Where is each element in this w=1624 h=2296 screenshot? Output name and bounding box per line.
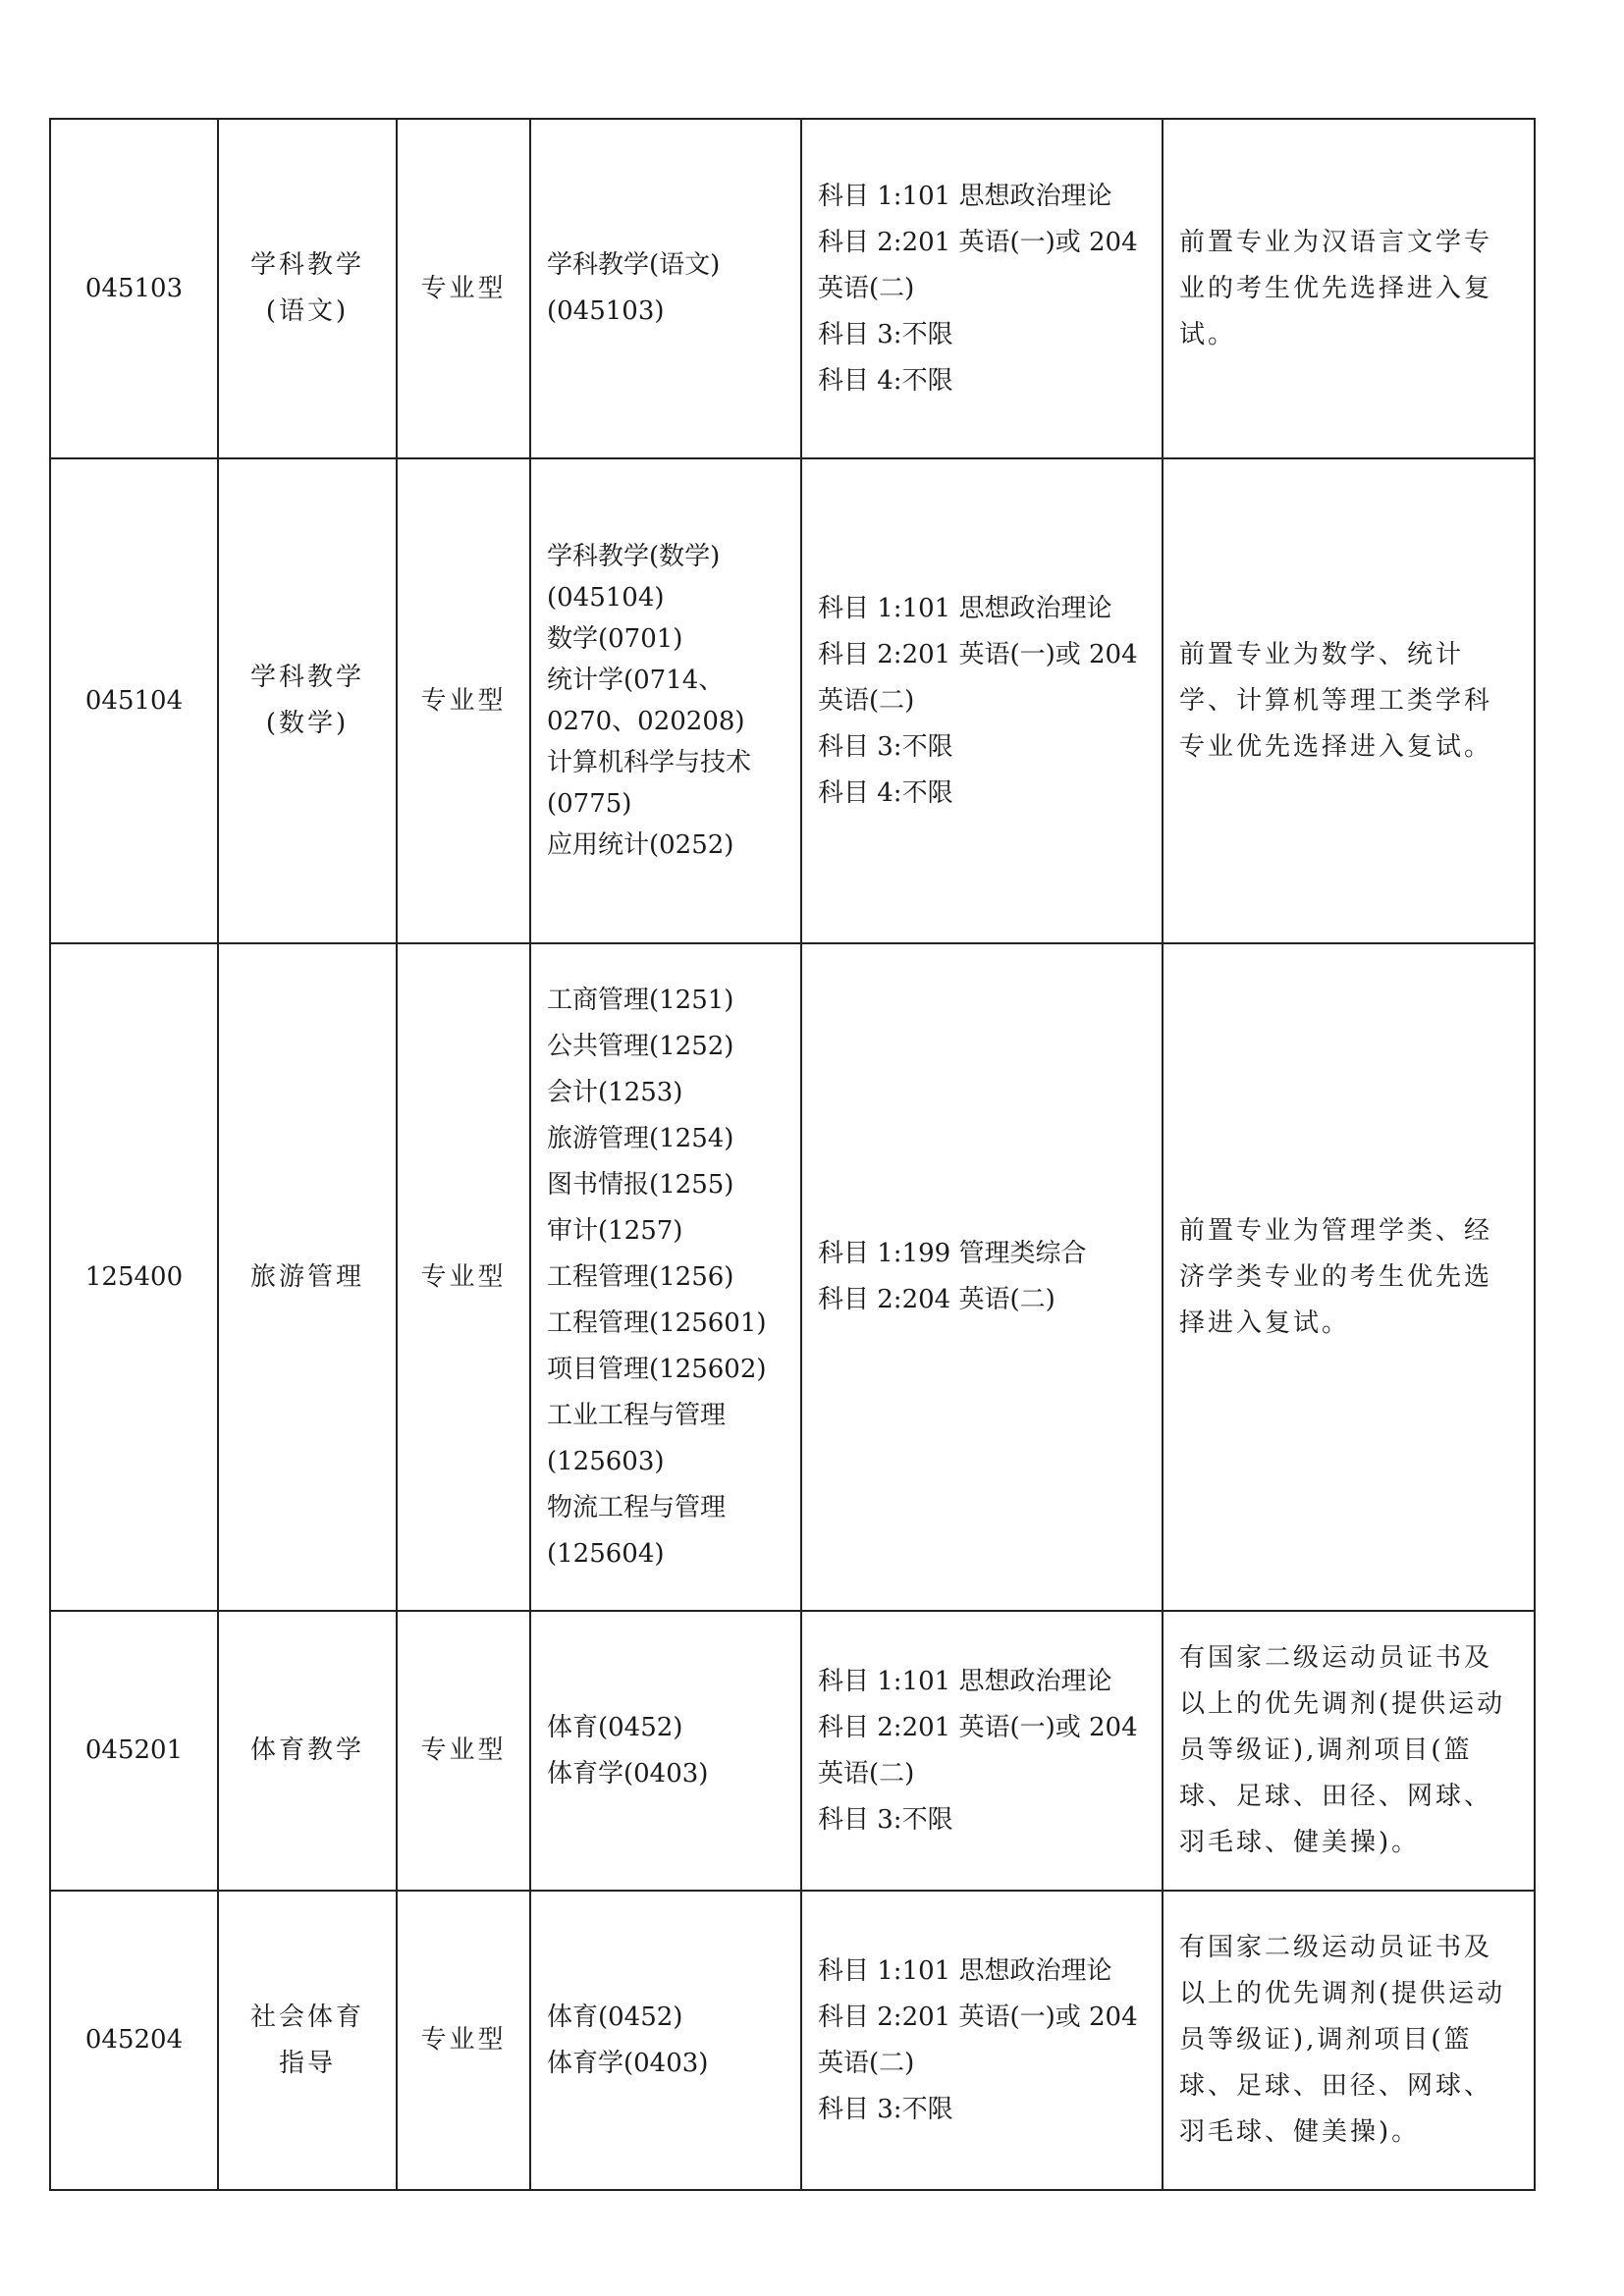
- exam-subjects: [801, 1891, 1163, 2190]
- prior-major: 项目管理(125602): [547, 1354, 767, 1384]
- exam-subject: 科目 2:201 英语(一)或 204: [818, 639, 1138, 669]
- table-row: [50, 119, 1535, 458]
- prior-majors: [530, 119, 801, 458]
- prior-major: 0270、020208): [547, 707, 745, 736]
- exam-subject: 科目 1:101 思想政治理论: [818, 593, 1112, 623]
- exam-subject: 科目 3:不限: [818, 1804, 953, 1835]
- table-row: [50, 943, 1535, 1611]
- exam-subject: 英语(二): [818, 273, 915, 303]
- remark: 前置专业为数学、统计学、计算机等理工类学科专业优先选择进入复试。: [1163, 458, 1535, 943]
- prior-major: 应用统计(0252): [547, 830, 734, 860]
- major-name-line: 指导: [278, 2048, 336, 2078]
- prior-major: 工程管理(1256): [547, 1261, 734, 1292]
- prior-majors: [530, 458, 801, 943]
- table-row: [50, 1611, 1535, 1891]
- remark: 前置专业为管理学类、经济学类专业的考生优先选择进入复试。: [1163, 943, 1535, 1611]
- exam-subject: 科目 1:101 思想政治理论: [818, 1955, 1112, 1986]
- major-name: [218, 1611, 397, 1891]
- major-name: [218, 458, 397, 943]
- prior-major: 学科教学(数学): [547, 542, 721, 571]
- degree-type: 专业型: [397, 943, 530, 1611]
- exam-subject: 英语(二): [818, 685, 915, 716]
- major-name-line: 学科教学: [249, 250, 364, 280]
- exam-subject: 科目 1:101 思想政治理论: [818, 1666, 1112, 1696]
- exam-subject: 科目 3:不限: [818, 319, 953, 349]
- exam-subject: 科目 2:201 英语(一)或 204: [818, 227, 1138, 257]
- exam-subjects: [801, 458, 1163, 943]
- major-name-line: (数学): [265, 709, 350, 738]
- prior-major: 物流工程与管理: [547, 1492, 727, 1522]
- table-row: [50, 1891, 1535, 2190]
- major-name: [218, 1891, 397, 2190]
- degree-type: 专业型: [397, 1891, 530, 2190]
- prior-major: (125604): [547, 1538, 665, 1569]
- prior-major: (0775): [547, 789, 632, 819]
- prior-major: 审计(1257): [547, 1215, 683, 1246]
- admission-table: [49, 118, 1536, 2191]
- prior-major: 公共管理(1252): [547, 1031, 734, 1061]
- remark: 前置专业为汉语言文学专业的考生优先选择进入复试。: [1163, 119, 1535, 458]
- prior-major: (045103): [547, 296, 665, 326]
- major-name: [218, 119, 397, 458]
- prior-majors: [530, 1611, 801, 1891]
- prior-major: 统计学(0714、: [547, 666, 725, 695]
- exam-subject: 科目 2:201 英语(一)或 204: [818, 1712, 1138, 1742]
- prior-major: 会计(1253): [547, 1077, 683, 1107]
- exam-subject: 英语(二): [818, 2048, 915, 2078]
- prior-major: 体育(0452): [547, 1712, 683, 1742]
- exam-subject: 科目 4:不限: [818, 777, 953, 808]
- prior-major: 体育学(0403): [547, 1758, 709, 1789]
- major-code: 045104: [50, 458, 218, 943]
- major-name: [218, 943, 397, 1611]
- major-name-line: 社会体育: [249, 2002, 364, 2032]
- exam-subjects: [801, 943, 1163, 1611]
- exam-subject: 科目 3:不限: [818, 731, 953, 762]
- major-code: 045201: [50, 1611, 218, 1891]
- prior-major: 计算机科学与技术: [547, 748, 752, 777]
- prior-major: 学科教学(语文): [547, 250, 721, 280]
- table-row: [50, 458, 1535, 943]
- prior-major: 旅游管理(1254): [547, 1123, 734, 1153]
- exam-subject: 科目 4:不限: [818, 365, 953, 396]
- major-code: 045103: [50, 119, 218, 458]
- prior-major: 图书情报(1255): [547, 1169, 734, 1200]
- exam-subject: 科目 2:201 英语(一)或 204: [818, 2002, 1138, 2032]
- prior-major: 数学(0701): [547, 624, 683, 654]
- remark: 有国家二级运动员证书及以上的优先调剂(提供运动员等级证),调剂项目(篮球、足球、田径、网球、羽毛球、健美操)。: [1163, 1891, 1535, 2190]
- remark: 有国家二级运动员证书及以上的优先调剂(提供运动员等级证),调剂项目(篮球、足球、田径、网球、羽毛球、健美操)。: [1163, 1611, 1535, 1891]
- prior-major: (125603): [547, 1446, 665, 1476]
- exam-subject: 科目 1:199 管理类综合: [818, 1239, 1087, 1268]
- exam-subject: 科目 2:204 英语(二): [818, 1285, 1056, 1314]
- major-name-line: 旅游管理: [249, 1261, 364, 1292]
- major-code: 125400: [50, 943, 218, 1611]
- major-code: 045204: [50, 1891, 218, 2190]
- major-name-line: 学科教学: [249, 663, 364, 692]
- degree-type: 专业型: [397, 458, 530, 943]
- exam-subject: 科目 3:不限: [818, 2094, 953, 2124]
- prior-major: 工商管理(1251): [547, 985, 734, 1015]
- prior-major: 体育学(0403): [547, 2048, 709, 2078]
- prior-major: 工程管理(125601): [547, 1308, 767, 1338]
- prior-major: 体育(0452): [547, 2002, 683, 2032]
- degree-type: 专业型: [397, 119, 530, 458]
- exam-subjects: [801, 119, 1163, 458]
- exam-subject: 英语(二): [818, 1758, 915, 1789]
- prior-major: 工业工程与管理: [547, 1400, 727, 1430]
- major-name-line: (语文): [265, 296, 350, 326]
- exam-subject: 科目 1:101 思想政治理论: [818, 181, 1112, 211]
- prior-majors: [530, 1891, 801, 2190]
- prior-major: (045104): [547, 583, 665, 613]
- major-name-line: 体育教学: [249, 1735, 364, 1765]
- degree-type: 专业型: [397, 1611, 530, 1891]
- prior-majors: [530, 943, 801, 1611]
- exam-subjects: [801, 1611, 1163, 1891]
